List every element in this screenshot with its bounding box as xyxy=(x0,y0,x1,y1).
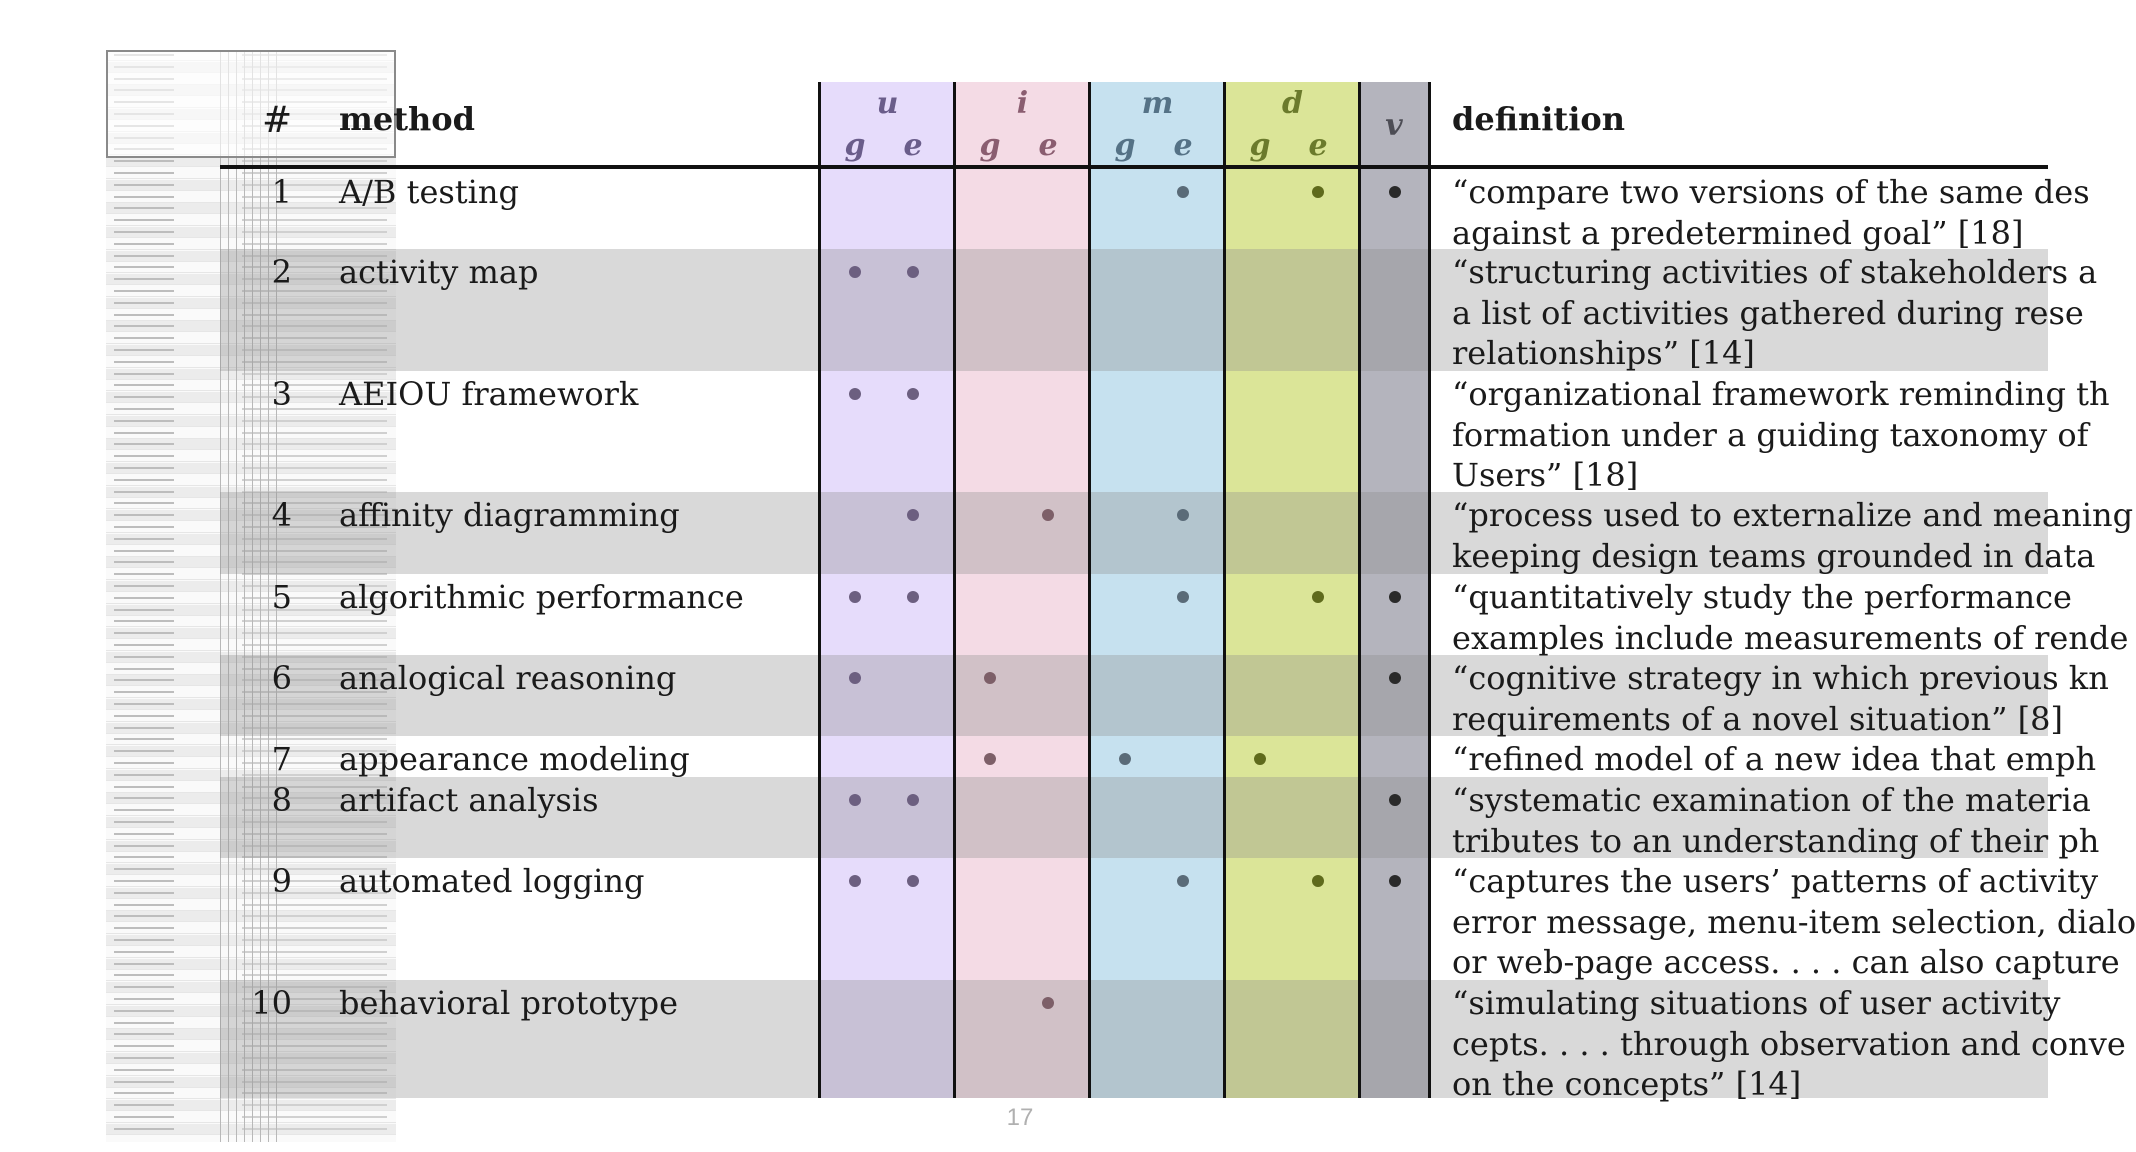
mark-ig xyxy=(984,753,996,765)
thumbnail-row-text xyxy=(114,939,174,941)
thumbnail-row-text xyxy=(114,963,174,965)
row-definition xyxy=(1452,577,2129,658)
definition-line: “captures the users’ patterns of activity xyxy=(1452,862,2099,900)
row-method: automated logging xyxy=(339,862,645,900)
thumbnail-row-text xyxy=(114,620,174,622)
mark-ue xyxy=(907,388,919,400)
thumbnail-row-text xyxy=(114,727,174,729)
definition-line: “process used to externalize and meaning xyxy=(1452,496,2134,534)
definition-line: cepts. . . . through observation and conve xyxy=(1452,1024,2126,1063)
subheader-m-e: e xyxy=(1173,128,1193,163)
thumbnail-row-text xyxy=(114,1057,174,1059)
thumbnail-row-text xyxy=(114,691,174,693)
definition-line: error message, menu-item selection, dialo xyxy=(1452,902,2136,941)
thumbnail-row-text xyxy=(114,856,174,858)
mark-v xyxy=(1389,794,1401,806)
subheader-i-e: e xyxy=(1038,128,1058,163)
subheader-u-e: e xyxy=(903,128,923,163)
thumbnail-definition-text xyxy=(242,1116,387,1118)
thumbnail-row-text xyxy=(114,974,174,976)
thumbnail-row-text xyxy=(114,396,174,398)
definition-line: keeping design teams grounded in data xyxy=(1452,536,2096,575)
row-number: 6 xyxy=(271,659,292,697)
thumbnail-row-text xyxy=(114,538,174,540)
thumbnail-row xyxy=(106,1100,396,1111)
thumbnail-row-text xyxy=(114,219,174,221)
row-definition xyxy=(1452,658,2109,739)
thumbnail-row xyxy=(106,1124,396,1135)
thumbnail-row-text xyxy=(114,408,174,410)
thumbnail-row-text xyxy=(114,1069,174,1071)
thumbnail-row-text xyxy=(114,1022,174,1024)
thumbnail-row-text xyxy=(114,1081,174,1083)
thumbnail-row-text xyxy=(114,797,174,799)
mark-de xyxy=(1312,875,1324,887)
methods-table xyxy=(220,72,2136,1103)
thumbnail-row-text xyxy=(114,679,174,681)
row-definition xyxy=(1452,861,2136,983)
thumbnail-row-text xyxy=(114,738,174,740)
definition-line: “refined model of a new idea that emph xyxy=(1452,740,2097,778)
thumbnail-row-text xyxy=(114,715,174,717)
thumbnail-row-text xyxy=(114,278,174,280)
thumbnail-row-text xyxy=(114,266,174,268)
category-header-d: d xyxy=(1282,86,1303,121)
thumbnail-row-text xyxy=(114,314,174,316)
row-method: appearance modeling xyxy=(339,740,690,778)
definition-line: “compare two versions of the same des xyxy=(1452,173,2090,211)
definition-line: “systematic examination of the materia xyxy=(1452,781,2091,819)
column-separator xyxy=(1088,82,1091,1098)
definition-line: “quantitatively study the performance xyxy=(1452,578,2072,616)
thumbnail-row-text xyxy=(114,255,174,257)
definition-line: requirements of a novel situation” [8] xyxy=(1452,699,2063,738)
thumbnail-row-text xyxy=(114,432,174,434)
definition-line: on the concepts” [14] xyxy=(1452,1065,1802,1103)
mark-ue xyxy=(907,266,919,278)
thumbnail-row-text xyxy=(114,479,174,481)
mark-v xyxy=(1389,672,1401,684)
mark-ue xyxy=(907,794,919,806)
mark-mg xyxy=(1119,753,1131,765)
definition-line: “structuring activities of stakeholders a xyxy=(1452,253,2098,291)
category-header-v: v xyxy=(1385,108,1403,143)
mark-de xyxy=(1312,591,1324,603)
row-definition xyxy=(1452,252,2098,374)
thumbnail-row-text xyxy=(114,951,174,953)
category-header-u: u xyxy=(876,86,899,121)
row-number: 1 xyxy=(271,173,292,211)
header-rule xyxy=(220,165,2048,169)
thumbnail-definition-text xyxy=(242,1104,387,1106)
definition-line: formation under a guiding taxonomy of xyxy=(1452,415,2089,454)
mark-ug xyxy=(849,266,861,278)
mark-me xyxy=(1177,186,1189,198)
thumbnail-row-text xyxy=(114,1128,174,1130)
thumbnail-row-text xyxy=(114,373,174,375)
mark-ue xyxy=(907,509,919,521)
thumbnail-row-text xyxy=(114,325,174,327)
definition-line: relationships” [14] xyxy=(1452,334,1755,372)
thumbnail-row-text xyxy=(114,1092,174,1094)
thumbnail-row-text xyxy=(114,1045,174,1047)
definition-line: or web-page access. . . . can also capture xyxy=(1452,943,2120,981)
thumbnail-row-text xyxy=(114,774,174,776)
row-definition xyxy=(1452,780,2100,861)
row-number: 7 xyxy=(271,740,292,778)
row-definition xyxy=(1452,495,2134,576)
thumbnail-row-text xyxy=(114,868,174,870)
row-definition xyxy=(1452,374,2110,496)
thumbnail-row-text xyxy=(114,420,174,422)
thumbnail-row-text xyxy=(114,455,174,457)
header-definition: definition xyxy=(1452,100,1625,138)
thumbnail-row-text xyxy=(114,609,174,611)
subheader-d-e: e xyxy=(1308,128,1328,163)
definition-line: a list of activities gathered during rese xyxy=(1452,293,2084,332)
mark-de xyxy=(1312,186,1324,198)
thumbnail-row-text xyxy=(114,904,174,906)
thumbnail-row-text xyxy=(114,656,174,658)
thumbnail-row-text xyxy=(114,349,174,351)
thumbnail-row-text xyxy=(114,809,174,811)
definition-line: “simulating situations of user activity xyxy=(1452,984,2061,1022)
thumbnail-row-text xyxy=(114,184,174,186)
thumbnail-definition-text xyxy=(242,1128,387,1130)
category-header-i: i xyxy=(1016,86,1029,121)
mark-ug xyxy=(849,672,861,684)
row-method: A/B testing xyxy=(339,173,519,211)
thumbnail-row-text xyxy=(114,302,174,304)
thumbnail-row-text xyxy=(114,361,174,363)
definition-line: tributes to an understanding of their ph xyxy=(1452,821,2100,860)
mark-ug xyxy=(849,591,861,603)
thumbnail-row-text xyxy=(114,986,174,988)
thumbnail-row-text xyxy=(114,290,174,292)
definition-line: Users” [18] xyxy=(1452,456,1639,494)
thumbnail-row-text xyxy=(114,243,174,245)
thumbnail-row-text xyxy=(114,231,174,233)
thumbnail-row-text xyxy=(114,845,174,847)
thumbnail-row-text xyxy=(114,526,174,528)
mark-me xyxy=(1177,875,1189,887)
thumbnail-row-text xyxy=(114,821,174,823)
thumbnail-row-text xyxy=(114,337,174,339)
row-method: algorithmic performance xyxy=(339,578,744,616)
thumbnail-row-text xyxy=(114,880,174,882)
mark-ug xyxy=(849,794,861,806)
mark-me xyxy=(1177,591,1189,603)
column-separator xyxy=(1223,82,1226,1098)
subheader-i-g: g xyxy=(979,128,1001,163)
mark-ie xyxy=(1042,997,1054,1009)
thumbnail-row-text xyxy=(114,561,174,563)
thumbnail-row-text xyxy=(114,927,174,929)
mark-ug xyxy=(849,388,861,400)
subheader-u-g: g xyxy=(844,128,866,163)
row-number: 9 xyxy=(271,862,292,900)
row-method: artifact analysis xyxy=(339,781,599,819)
thumbnail-row-text xyxy=(114,597,174,599)
thumbnail-row-text xyxy=(114,514,174,516)
thumbnail-row-text xyxy=(114,207,174,209)
thumbnail-row xyxy=(106,1112,396,1123)
mark-v xyxy=(1389,875,1401,887)
column-separator xyxy=(1358,82,1361,1098)
thumbnail-row-text xyxy=(114,668,174,670)
thumbnail-row-text xyxy=(114,892,174,894)
row-method: behavioral prototype xyxy=(339,984,678,1022)
mark-v xyxy=(1389,591,1401,603)
thumbnail-row-text xyxy=(114,1104,174,1106)
row-number: 4 xyxy=(271,496,292,534)
thumbnail-row-text xyxy=(114,750,174,752)
row-number: 10 xyxy=(251,984,292,1022)
thumbnail-row-text xyxy=(114,491,174,493)
mark-ue xyxy=(907,591,919,603)
mark-ig xyxy=(984,672,996,684)
row-definition xyxy=(1452,172,2092,253)
header-method: method xyxy=(339,100,475,138)
thumbnail-row-text xyxy=(114,644,174,646)
row-number: 3 xyxy=(271,375,292,413)
thumbnail-row-text xyxy=(114,550,174,552)
thumbnail-row-text xyxy=(114,762,174,764)
thumbnail-row-text xyxy=(114,502,174,504)
row-method: analogical reasoning xyxy=(339,659,677,697)
column-separator xyxy=(818,82,821,1098)
column-separator xyxy=(953,82,956,1098)
row-definition xyxy=(1452,983,2126,1105)
category-header-m: m xyxy=(1141,86,1174,121)
header-number: # xyxy=(262,100,293,141)
mark-ie xyxy=(1042,509,1054,521)
thumbnail-row-text xyxy=(114,172,174,174)
row-number: 5 xyxy=(271,578,292,616)
page-number: 17 xyxy=(1006,1104,1034,1131)
thumbnail-row-text xyxy=(114,1033,174,1035)
definition-line: examples include measurements of rende xyxy=(1452,618,2129,657)
mark-ue xyxy=(907,875,919,887)
subheader-m-g: g xyxy=(1114,128,1136,163)
thumbnail-row-text xyxy=(114,786,174,788)
mark-dg xyxy=(1254,753,1266,765)
row-method: activity map xyxy=(339,253,539,291)
thumbnail-row-text xyxy=(114,1116,174,1118)
row-number: 2 xyxy=(271,253,292,291)
row-method: affinity diagramming xyxy=(339,496,680,534)
mark-me xyxy=(1177,509,1189,521)
column-separator xyxy=(1428,82,1431,1098)
mark-v xyxy=(1389,186,1401,198)
thumbnail-row-text xyxy=(114,573,174,575)
thumbnail-row-text xyxy=(114,196,174,198)
thumbnail-row-text xyxy=(114,384,174,386)
row-definition xyxy=(1452,739,2097,780)
subheader-d-g: g xyxy=(1249,128,1271,163)
thumbnail-row-text xyxy=(114,467,174,469)
thumbnail-row-text xyxy=(114,585,174,587)
thumbnail-row-text xyxy=(114,703,174,705)
thumbnail-row-text xyxy=(114,632,174,634)
row-method: AEIOU framework xyxy=(339,375,639,413)
row-number: 8 xyxy=(271,781,292,819)
thumbnail-row-text xyxy=(114,443,174,445)
thumbnail-row-text xyxy=(114,1010,174,1012)
definition-line: “cognitive strategy in which previous kn xyxy=(1452,659,2109,697)
definition-line: “organizational framework reminding th xyxy=(1452,375,2110,413)
thumbnail-row-text xyxy=(114,833,174,835)
thumbnail-row-text xyxy=(114,915,174,917)
mark-ug xyxy=(849,875,861,887)
thumbnail-row-text xyxy=(114,998,174,1000)
definition-line: against a predetermined goal” [18] xyxy=(1452,213,2024,252)
thumbnail-row-text xyxy=(114,160,174,162)
